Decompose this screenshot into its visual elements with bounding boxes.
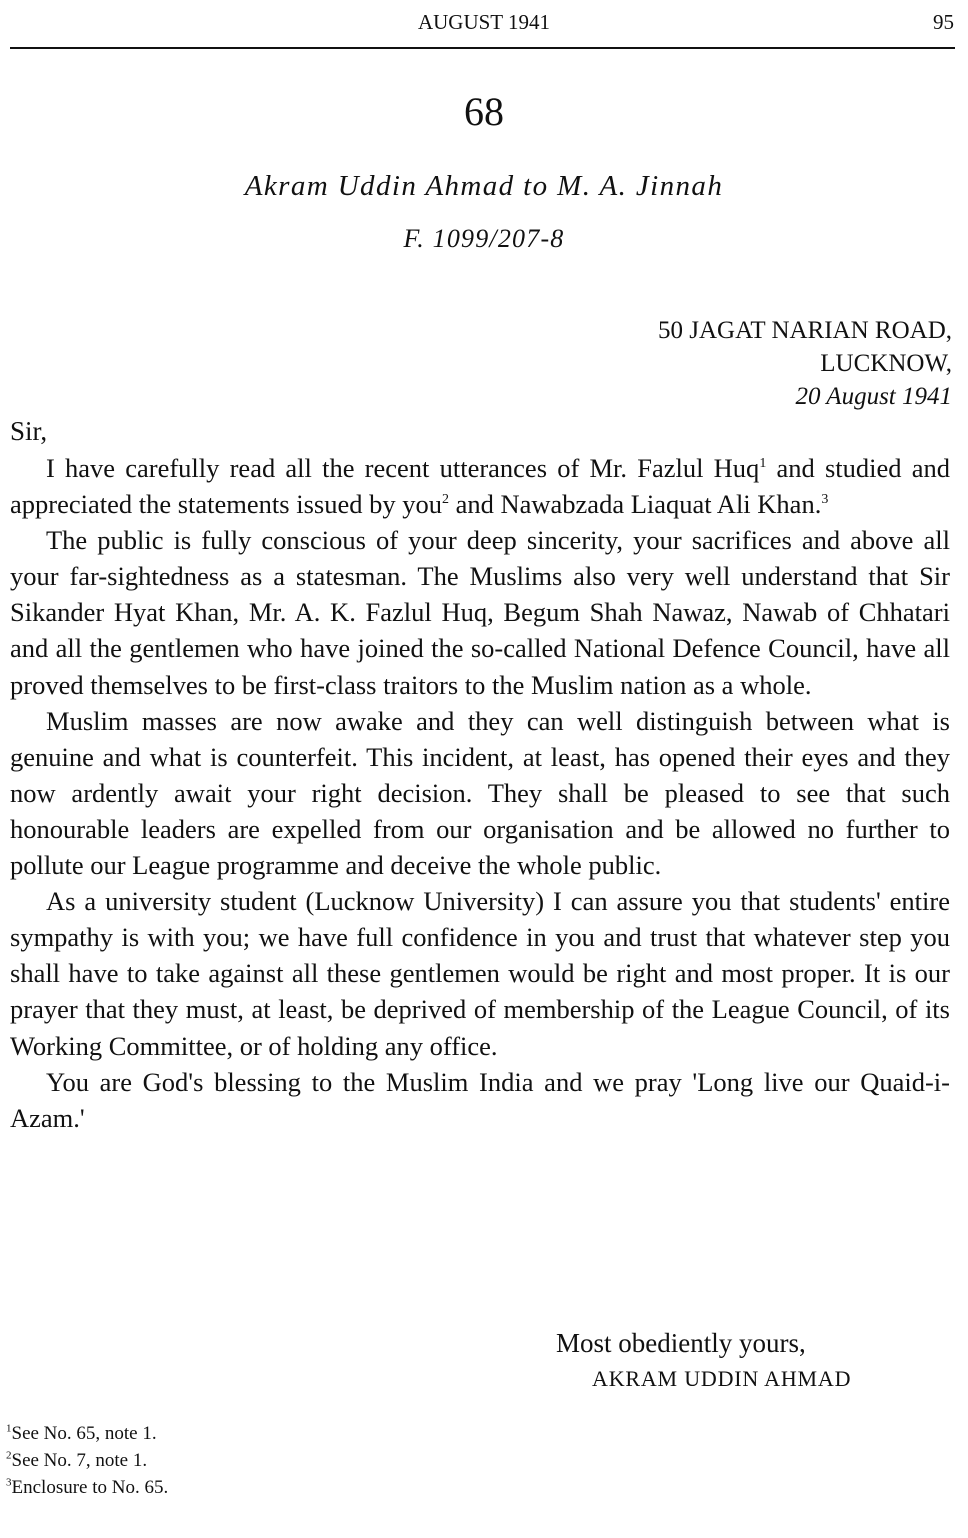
- running-title: AUGUST 1941: [417, 10, 551, 34]
- paragraph: The public is fully conscious of your deep sincerity, your sacrifices and above all your far-sightedness as a statesman. The Muslims also very well understand that Sir Sikander Hyat Khan, Mr. A. K. Fazlul Huq, Begum Shah Nawaz, Nawab of Chhatari and all the gentlemen who have joined the so-called National Defence Council, have all proved themselves to be first-class traitors to the Muslim nation as a whole.: [10, 525, 950, 700]
- signature: AKRAM UDDIN AHMAD: [592, 1366, 852, 1391]
- document-heading: Akram Uddin Ahmad to M. A. Jinnah: [244, 170, 724, 202]
- sender-address: [658, 314, 952, 413]
- footnote-mark: 1: [6, 1422, 12, 1435]
- paragraph-text: and Nawabzada Liaquat Ali Khan.: [448, 489, 822, 520]
- letter-body: [10, 450, 950, 1136]
- footnote-text: See No. 7, note 1.: [11, 1450, 148, 1471]
- footnote-text: See No. 65, note 1.: [11, 1423, 157, 1444]
- header-rule: [10, 47, 955, 49]
- footnote-ref: 3: [821, 492, 829, 508]
- footnote-ref: 2: [441, 492, 449, 508]
- address-line: 50 JAGAT NARIAN ROAD,: [658, 317, 952, 344]
- footnote: [6, 1420, 168, 1447]
- footnote: [6, 1447, 168, 1474]
- paragraph: As a university student (Lucknow University) I can assure you that students' entire sympathy is with you; we have full confidence in you and trust that whatever step you shall have to take against all these gentlemen would be right and most proper. It is our prayer that they must, at least, be deprived of membership of the League Council, of its Working Committee, or of holding any office.: [10, 886, 950, 1061]
- letter-date: 20 August 1941: [795, 383, 952, 410]
- paragraph-text: I have carefully read all the recent utterances of Mr. Fazlul Huq: [46, 453, 760, 483]
- footnote: [6, 1474, 168, 1501]
- document-number: 68: [464, 89, 504, 134]
- footnote-mark: 2: [6, 1449, 12, 1462]
- closing: Most obediently yours,: [556, 1328, 806, 1358]
- paragraph-text: and studied and appreciated the statements issued by you: [10, 453, 950, 520]
- salutation: Sir,: [10, 416, 48, 446]
- file-reference: F. 1099/207-8: [403, 224, 565, 253]
- page-number: 95: [933, 10, 954, 34]
- paragraph: Muslim masses are now awake and they can well distinguish between what is genuine and what is counterfeit. This incident, at least, has opened their eyes and they now ardently await your right decision. They shall be pleased to see that such honourable leaders are expelled from our organisation and be allowed no further to pollute our League programme and deceive the whole public.: [10, 705, 950, 881]
- footnote-text: Enclosure to No. 65.: [11, 1477, 169, 1498]
- paragraph: [10, 450, 950, 522]
- footnotes: [6, 1420, 168, 1501]
- paragraph: You are God's blessing to the Muslim India and we pray 'Long live our Quaid-i-Azam.': [10, 1066, 950, 1133]
- footnote-ref: 1: [759, 456, 767, 472]
- address-city: LUCKNOW,: [820, 350, 952, 377]
- footnote-mark: 3: [6, 1476, 12, 1489]
- running-header: [0, 8, 968, 38]
